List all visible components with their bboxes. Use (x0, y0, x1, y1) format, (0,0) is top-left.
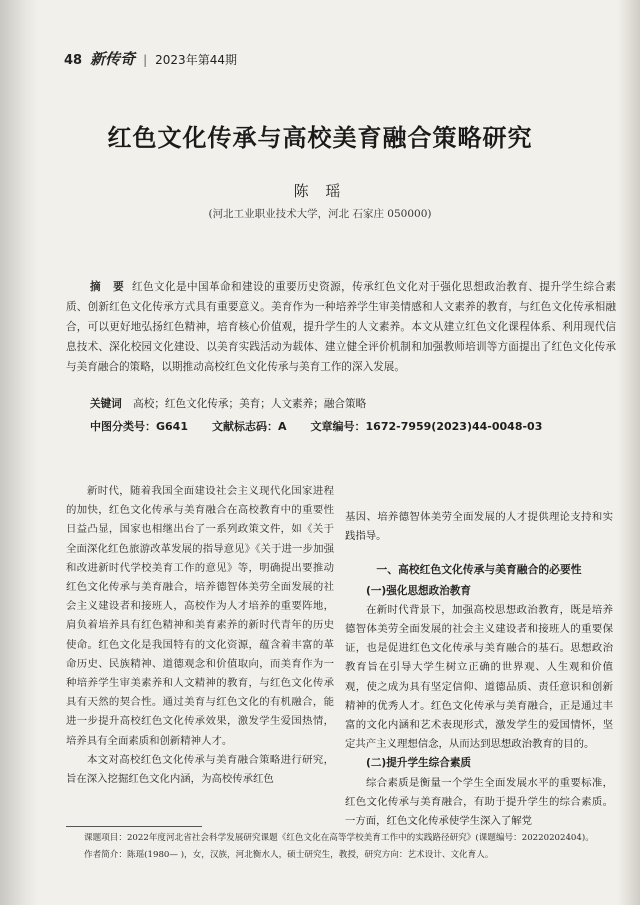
section-heading: 一、高校红色文化传承与美育融合的必要性 (376, 563, 582, 577)
author-affiliation: (河北工业职业技术大学，河北 石家庄 050000) (208, 208, 432, 220)
footnotes (66, 830, 616, 864)
body-paragraph: 综合素质是衡量一个学生全面发展水平的重要标准，红色文化传承与美育融合，有助于提升学生的综合素质。一方面，红色文化传承使学生深入了解党 (345, 776, 613, 828)
author-name: 陈 瑶 (293, 182, 347, 200)
issue-label: 2023年第44期 (155, 53, 237, 67)
clc-number: 中图分类号：G641 (90, 420, 188, 433)
keywords (90, 396, 366, 411)
abstract-label: 摘 要 (90, 281, 129, 293)
author-bio-note: 作者简介：陈瑶(1980— )，女，汉族，河北衡水人，硕士研究生，教授，研究方向：艺术设计、文化育人。 (84, 850, 494, 860)
article-title: 红色文化传承与高校美育融合策略研究 (107, 124, 533, 152)
keywords-text: 高校；红色文化传承；美育；人文素养；融合策略 (133, 398, 367, 410)
funding-note: 课题项目：2022年度河北省社会科学发展研究课题《红色文化在高等学校美育工作中的实践路径研究》(课题编号：20220202404)。 (84, 833, 594, 843)
body-column-right (345, 508, 613, 831)
page-number: 48 (64, 53, 83, 68)
keywords-label: 关键词 (90, 398, 122, 410)
abstract (66, 277, 616, 377)
body-paragraph-continued: 基因、培养德智体美劳全面发展的人才提供理论支持和实践指导。 (345, 511, 613, 543)
body-paragraph: 本文对高校红色文化传承与美育融合策略进行研究，旨在深入挖掘红色文化内涵，为高校传承红色 (66, 753, 334, 786)
classification-line (90, 418, 610, 434)
footnote-divider (66, 826, 202, 827)
document-code: 文献标志码：A (212, 420, 287, 433)
article-number: 文章编号：1672-7959(2023)44-0048-03 (310, 420, 543, 433)
body-column-left (66, 482, 334, 789)
subsection-heading: (二)提升学生综合素质 (366, 757, 472, 770)
running-header (64, 48, 237, 69)
journal-logo: 新传奇 (90, 50, 136, 68)
body-paragraph: 在新时代背景下，加强高校思想政治教育，既是培养德智体美劳全面发展的社会主义建设者和接班人的重要保证，也是促进红色文化传承与美育融合的基石。思想政治教育旨在引导大学生树立正确的世界观、人生观和价值观，使之成为具有坚定信仰、道德品质、责任意识和创新精神的优秀人才。红色文化传承与美育融合，正是通过丰富的文化内涵和艺术表现形式，激发学生的爱国情怀，坚定共产主义理想信念，从而达到思想政治教育的目的。 (345, 603, 613, 751)
body-paragraph: 新时代，随着我国全面建设社会主义现代化国家进程的加快，红色文化传承与美育融合在高校教育中的重要性日益凸显，国家也相继出台了一系列政策文件，如《关于全面深化红色旅游改革发展的指导意见》《关于进一步加强和改进新时代学校美育工作的意见》等，明确提出要推动红色文化传承与美育融合，培养德智体美劳全面发展的社会主义建设者和接班人，高校作为人才培养的重要阵地，肩负着培养具有红色精神和美育素养的新时代青年的历史使命。红色文化是我国特有的文化资源，蕴含着丰富的革命历史、民族精神、道德观念和价值取向，而美育作为一种培养学生审美素养和人文精神的教育，与红色文化传承具有天然的契合性。通过美育与红色文化的有机融合，能进一步提升高校红色文化传承效果，激发学生爱国热情，培养具有全面素质和创新精神人才。 (66, 485, 334, 747)
header-divider: | (143, 53, 148, 67)
subsection-heading: (一)强化思想政治教育 (366, 584, 472, 597)
abstract-text: 红色文化是中国革命和建设的重要历史资源，传承红色文化对于强化思想政治教育、提升学生综合素质、创新红色文化传承方式具有重要意义。美育作为一种培养学生审美情感和人文素养的教育，与红色文化传承相融合，可以更好地弘扬红色精神，培育核心价值观，提升学生的人文素养。本文从建立红色文化课程体系、利用现代信息技术、深化校园文化建设、以美育实践活动为载体、建立健全评价机制和加强教师培训等方面提出了红色文化传承与美育融合的策略，以期推动高校红色文化传承与美育工作的深入发展。 (66, 281, 616, 373)
